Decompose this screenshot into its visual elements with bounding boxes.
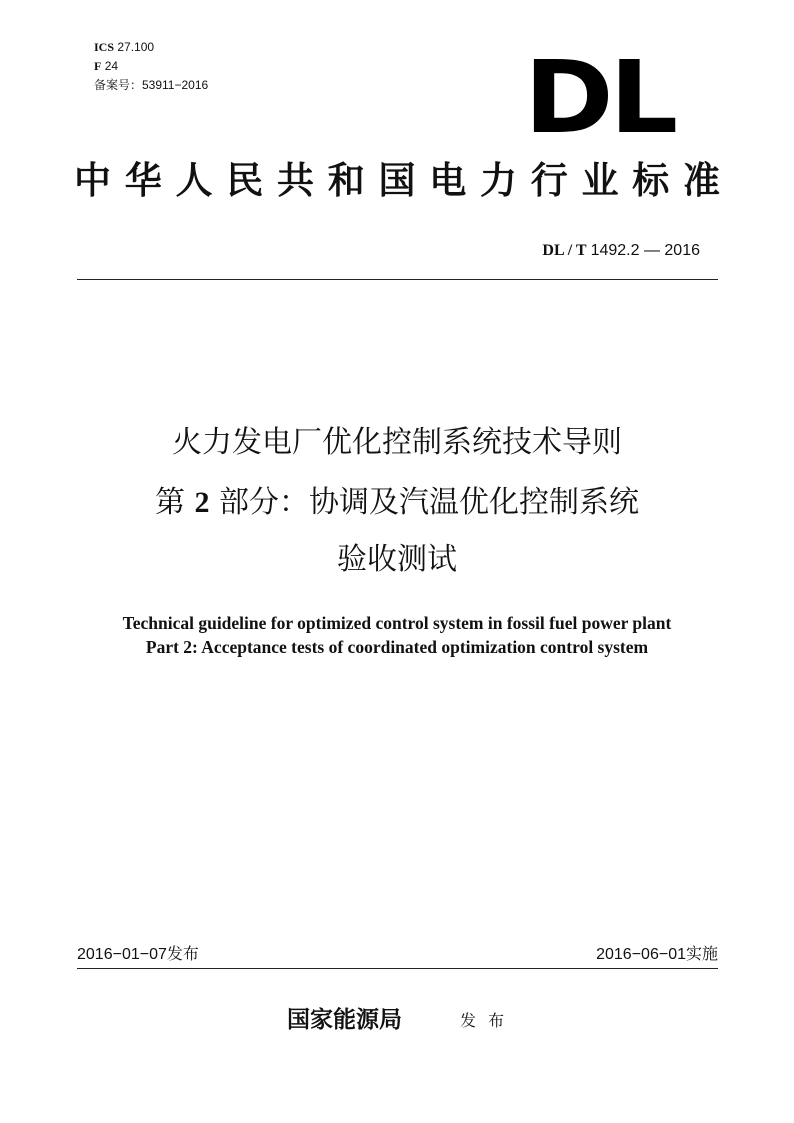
issue-word: 发布 (460, 1011, 517, 1030)
title-cn-line2 (0, 475, 794, 531)
title-cn-line3: 验收测试 (337, 542, 457, 577)
standard-code: DL / T (542, 242, 587, 259)
standard-number (542, 240, 700, 262)
standard-number-value: 1492.2 — 2016 (590, 242, 700, 259)
title-en-line1: Technical guideline for optimized control system in fossil fuel power plant (122, 613, 672, 633)
footer-divider (77, 968, 718, 969)
implement-date: 2016−06−01实施 (596, 946, 718, 963)
title-cn-line2-prefix: 第 (154, 485, 185, 520)
standard-category-title: 中华人民共和国电力行业标准 (74, 159, 720, 202)
ccs-code (94, 57, 118, 76)
ics-code (94, 38, 154, 57)
ccs-label: F (94, 59, 102, 73)
record-number: 备案号：53911−2016 (94, 78, 209, 92)
header-divider (77, 279, 718, 280)
ics-label: ICS (94, 40, 115, 54)
ccs-value: 24 (104, 59, 119, 73)
issuer-name: 国家能源局 (287, 1007, 402, 1033)
title-cn-line1: 火力发电厂优化控制系统技术导则 (172, 425, 622, 460)
title-cn-line2-rest: 部分：协调及汽温优化控制系统 (219, 485, 640, 520)
issue-date: 2016−01−07发布 (77, 946, 199, 963)
title-cn-part-number: 2 (194, 486, 210, 519)
title-en-line2: Part 2: Acceptance tests of coordinated optimization control system (145, 637, 649, 657)
dl-logo: DL (524, 39, 674, 156)
ics-value: 27.100 (117, 40, 155, 54)
